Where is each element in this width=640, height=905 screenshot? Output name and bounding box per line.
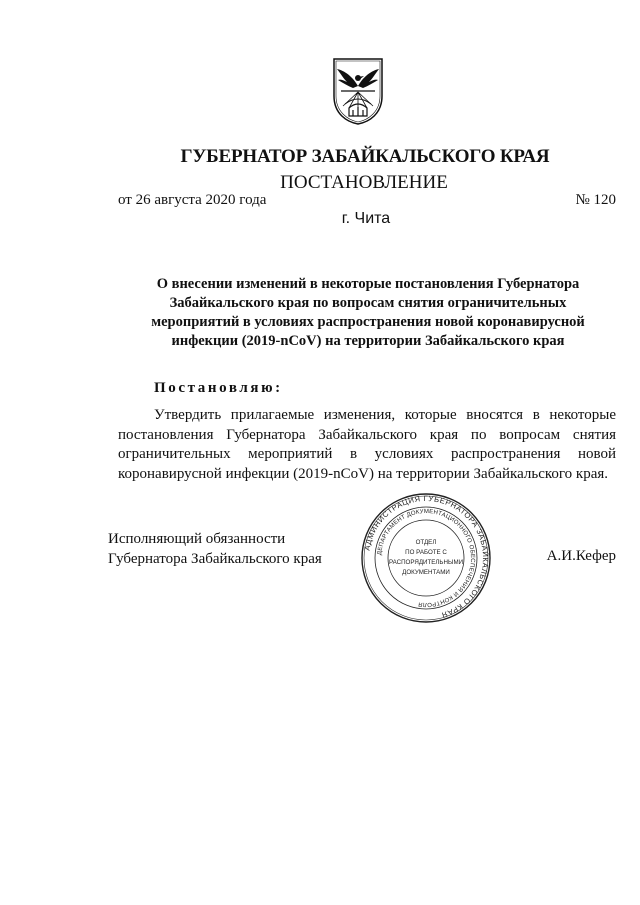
position-line: Исполняющий обязанности (108, 531, 286, 547)
position-line: Губернатора Забайкальского края (108, 551, 322, 567)
signatory-name: А.И.Кефер (546, 548, 616, 564)
body-line: постановления Губернатора Забайкальского края по вопросам снятия (118, 426, 616, 443)
document-city: г. Чита (341, 210, 391, 227)
subject-line: мероприятий в условиях распространения новой коронавирусной (151, 314, 585, 330)
document-date: от 26 августа 2020 года (118, 192, 267, 208)
body-line: коронавирусной инфекции (2019-nCoV) на территории Забайкальского края. (118, 465, 609, 482)
stamp-outer-text: АДМИНИСТРАЦИЯ ГУБЕРНАТОРА ЗАБАЙКАЛЬСКОГО КРАЯ (362, 493, 491, 620)
body-line: ограничительных мероприятий в условиях распространения новой (118, 446, 616, 462)
stamp-center-line: РАСПОРЯДИТЕЛЬНЫМИ (388, 559, 464, 566)
stamp-inner-text: ДЕПАРТАМЕНТ ДОКУМЕНТАЦИОННОГО ОБЕСПЕЧЕНИЯ И КОНТРОЛЯ (377, 508, 476, 608)
coat-of-arms-icon (331, 56, 385, 126)
document-subject (118, 275, 618, 351)
document-number: № 120 (575, 192, 616, 208)
authority-title: ГУБЕРНАТОР ЗАБАЙКАЛЬСКОГО КРАЯ (180, 146, 550, 167)
body-paragraph (118, 406, 616, 484)
stamp-center-line: ПО РАБОТЕ С (405, 549, 447, 556)
document-type: ПОСТАНОВЛЕНИЕ (280, 172, 448, 193)
signatory-position (108, 529, 322, 569)
decree-word: Постановляю: (154, 380, 283, 396)
stamp-center-line: ОТДЕЛ (415, 539, 437, 546)
subject-line: инфекции (2019-nCoV) на территории Забайкальского края (171, 333, 565, 349)
subject-line: Забайкальского края по вопросам снятия ограничительных (169, 295, 567, 311)
official-seal-icon (360, 492, 492, 624)
subject-line: О внесении изменений в некоторые постановления Губернатора (156, 276, 580, 292)
stamp-center-line: ДОКУМЕНТАМИ (402, 569, 450, 576)
body-line: Утвердить прилагаемые изменения, которые вносятся в некоторые (154, 407, 616, 423)
